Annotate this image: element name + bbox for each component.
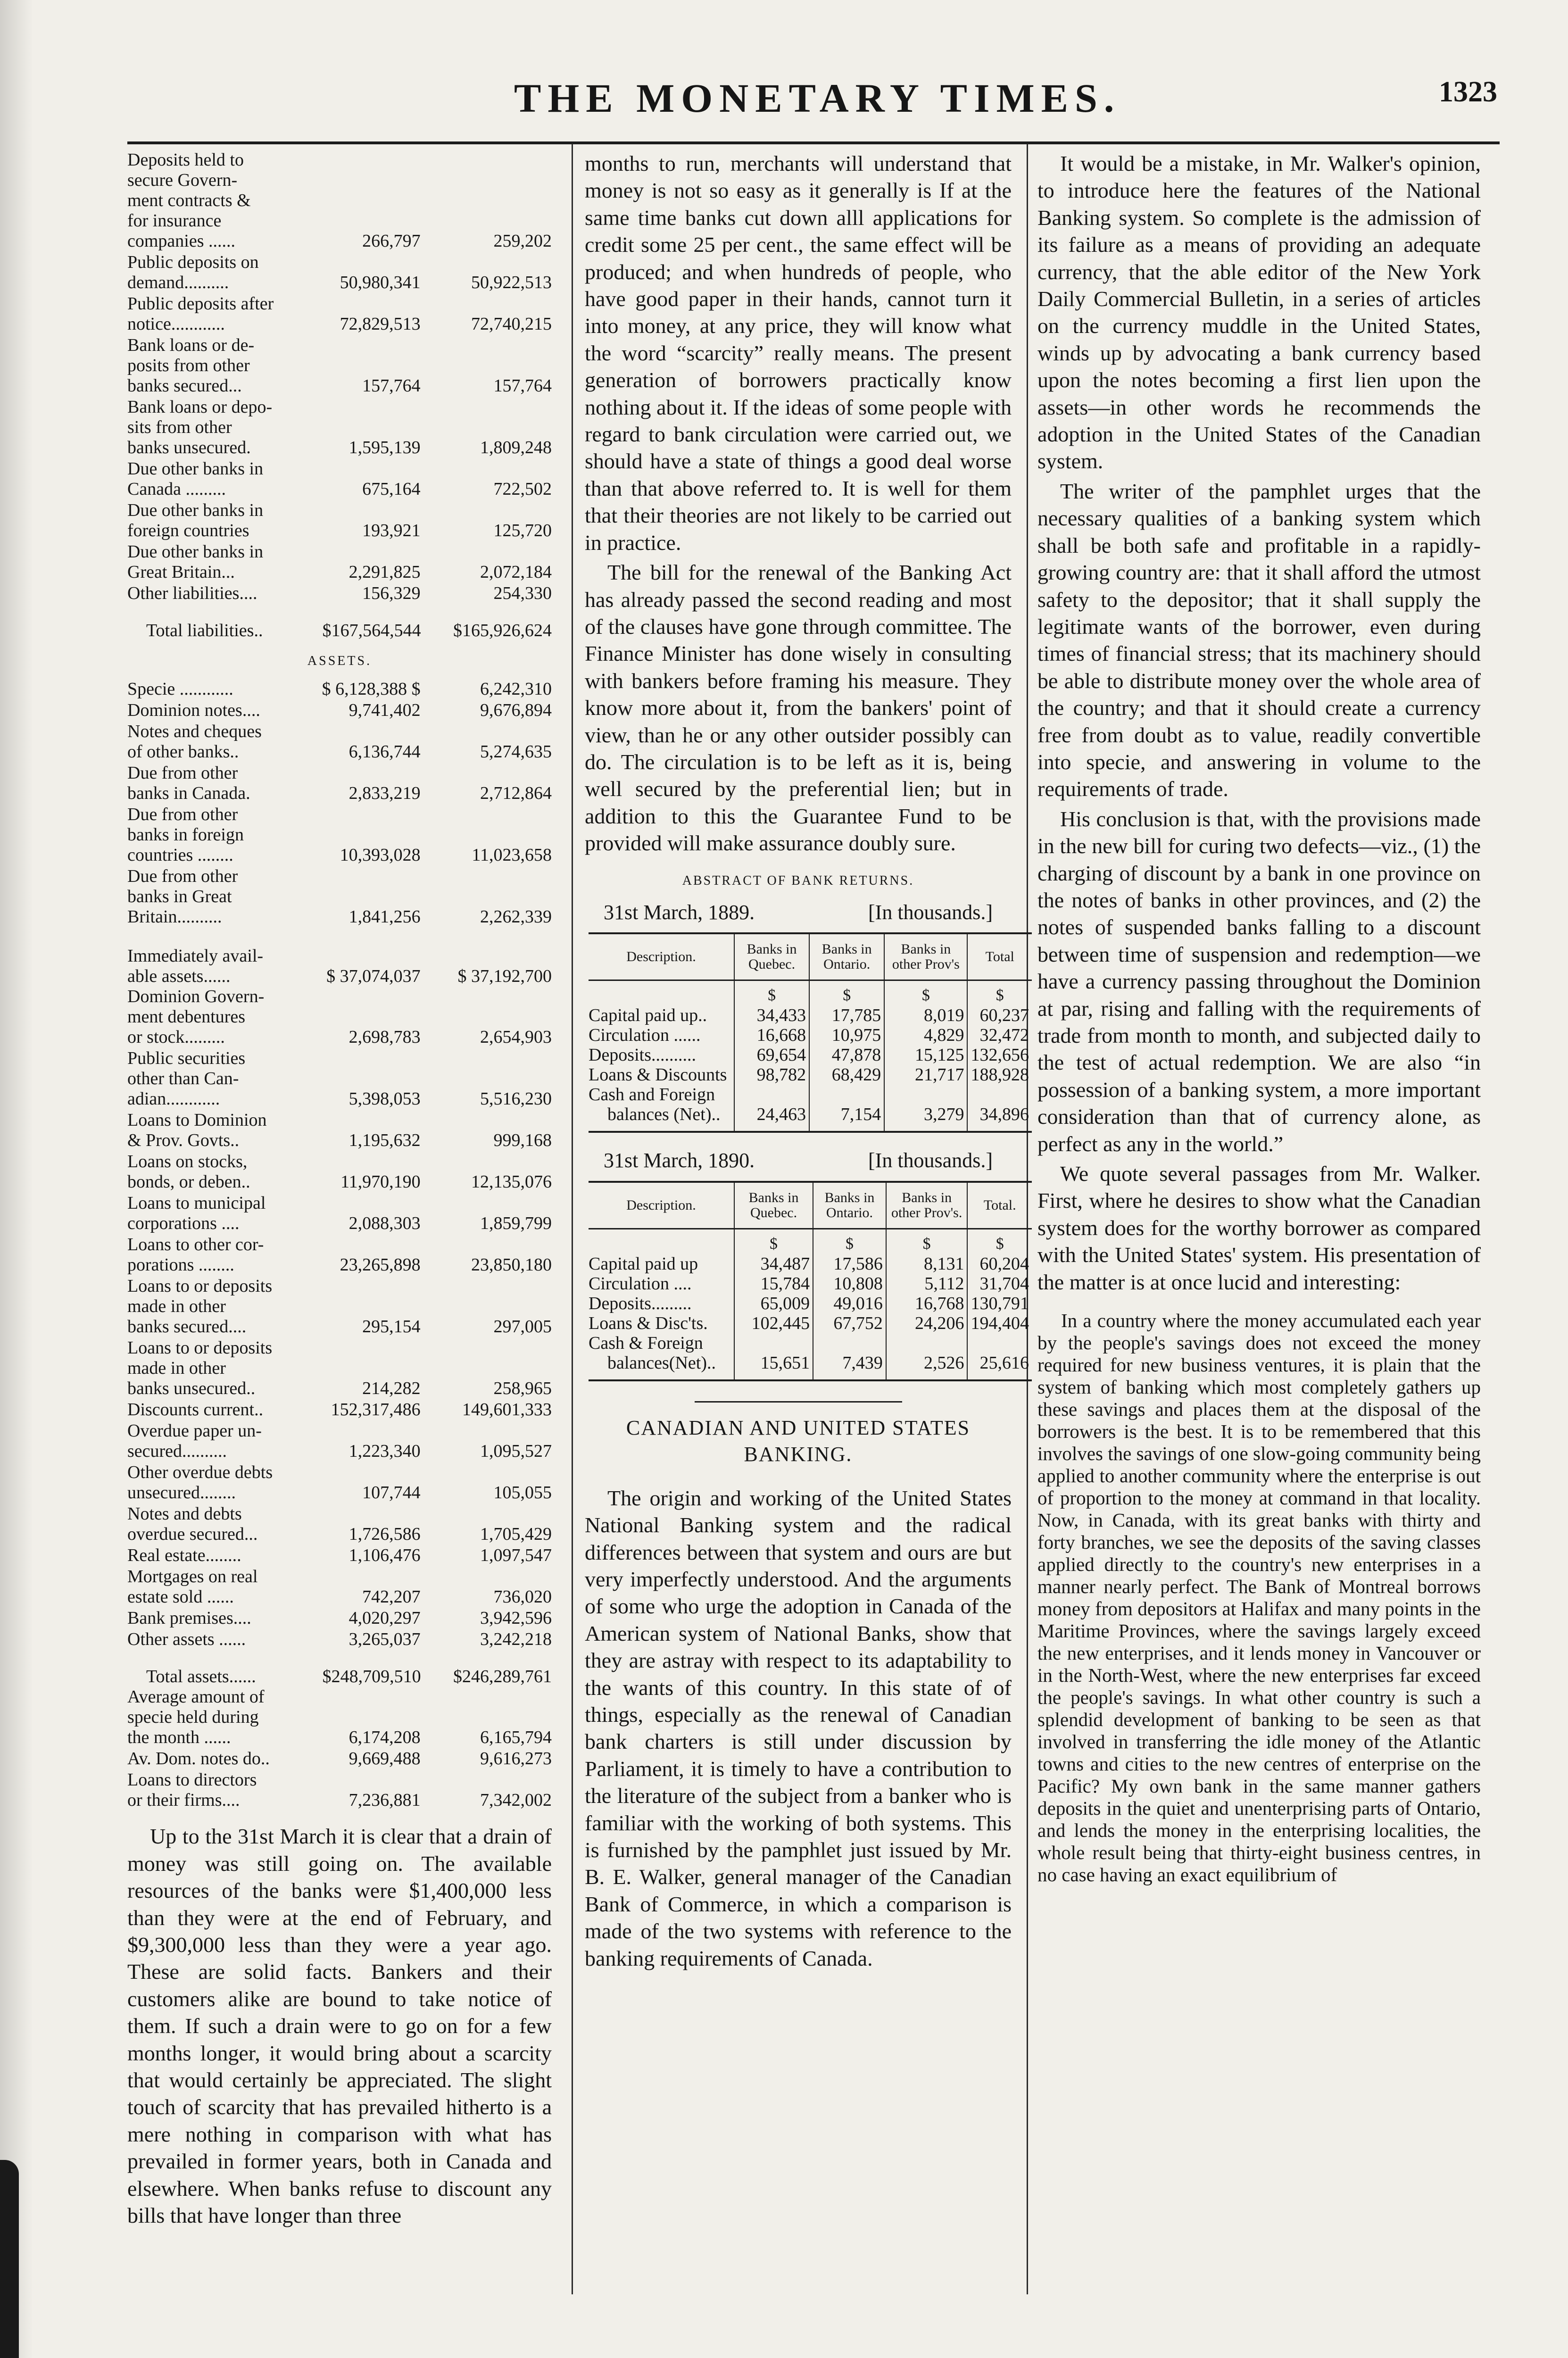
abstract-cell: 69,654 xyxy=(734,1045,809,1065)
abstract-cell xyxy=(734,1085,809,1104)
masthead xyxy=(0,57,1568,123)
abstract-cell: 24,463 xyxy=(734,1104,809,1132)
abstract-cell: 16,768 xyxy=(886,1294,968,1313)
header-rule xyxy=(127,141,1500,144)
statement-row-label: Dominion notes.... xyxy=(127,700,260,721)
memo-list xyxy=(127,1687,552,1810)
statement-row xyxy=(127,1504,552,1544)
statement-value-1890: 11,970,190 xyxy=(340,1172,421,1192)
statement-value-1890: 1,195,632 xyxy=(348,1130,421,1151)
statement-value-1890: 6,174,208 xyxy=(348,1727,421,1748)
statement-value-1889: 5,516,230 xyxy=(480,1089,552,1109)
statement-value-1890: 9,741,402 xyxy=(348,700,421,721)
statement-value-1889: 105,055 xyxy=(493,1483,552,1503)
currency-mark: $ xyxy=(734,980,809,1006)
column-1 xyxy=(127,150,552,2229)
statement-row xyxy=(127,1629,552,1650)
statement-row xyxy=(127,679,552,699)
section-rule xyxy=(695,1401,902,1403)
abstract-row-label: Capital paid up xyxy=(589,1254,698,1274)
abstract-row xyxy=(589,1333,1032,1353)
abstract-column-header: Banks in Ontario. xyxy=(813,1182,886,1229)
statement-value-1889: 7,342,002 xyxy=(480,1790,552,1810)
statement-row xyxy=(127,1276,552,1337)
statement-value-1889: 2,654,903 xyxy=(480,1027,552,1047)
abstract-row-label: Cash and Foreign xyxy=(589,1085,715,1105)
abstract-cell: 21,717 xyxy=(884,1065,967,1085)
statement-value-1889: 1,809,248 xyxy=(480,438,552,457)
statement-row xyxy=(127,1235,552,1275)
statement-value-1889: 259,202 xyxy=(493,231,552,251)
currency-mark: $ xyxy=(884,980,967,1006)
page-number: 1323 xyxy=(1439,76,1497,108)
article-paragraph-5: We quote several passages from Mr. Walker. First, where he desires to show what the Canadian system does for the worthy borrower as compared with the United States' system. His presentation of the matter is at once lucid and interesting: xyxy=(1037,1162,1481,1294)
abstract-cell: 188,928 xyxy=(967,1065,1032,1085)
statement-value-1890: 50,980,341 xyxy=(340,273,421,292)
liabilities-list xyxy=(127,150,552,604)
abstract-column-header: Description. xyxy=(589,933,734,980)
abstract-cell: 15,784 xyxy=(734,1274,813,1294)
statement-value-1890: 157,764 xyxy=(362,376,421,396)
abstract-cell: 60,237 xyxy=(967,1005,1032,1025)
article-paragraph-2: It would be a mistake, in Mr. Walker's opinion, to introduce here the features of the National Banking system. So complete is the admission of its failure as a means of providing an adequate currency, that the able editor of the New York Daily Commercial Bulletin, in a series of articles on the currency muddle in the United States, winds up by advocating a bank currency based upon the notes becoming a first lien upon the assets—in other words he recommends the adoption in the United States of the Canadian system. xyxy=(1037,151,1481,473)
abstract-row xyxy=(589,1353,1032,1380)
abstract-row-label: Deposits.......... xyxy=(589,1045,696,1065)
statement-value-1890: 2,698,783 xyxy=(348,1027,421,1047)
currency-mark: $ xyxy=(813,1229,886,1254)
article-paragraph-4: His conclusion is that, with the provisions made in the new bill for curing two defects—viz., (1) the charging of discount by a bank in one province on the notes of banks in other provinces, and (2) the notes of suspended banks falling to a discount between time of suspension and redemption—we have a currency passing throughout the Dominion at par, rising and falling with the requirements of trade from month to month, and subjected daily to the test of actual redemption. We are also “in possession of a banking system, a more important consideration than that of currency alone, as perfect as any in the world.” xyxy=(1037,806,1481,1156)
statement-value-1890: $ 6,128,388 $ xyxy=(322,679,421,699)
abstract-cell: 130,791 xyxy=(967,1294,1032,1313)
statement-value-1890: 4,020,297 xyxy=(348,1608,421,1628)
statement-value-1890: 1,223,340 xyxy=(348,1441,421,1461)
statement-value-1889: 258,965 xyxy=(493,1378,552,1399)
statement-value-1889: 50,922,513 xyxy=(471,273,552,292)
assets-list-b xyxy=(127,987,552,1650)
statement-row xyxy=(127,1400,552,1420)
statement-row xyxy=(127,294,552,334)
abstract-cell: 34,896 xyxy=(967,1104,1032,1132)
statement-value-1889: 297,005 xyxy=(493,1317,552,1337)
abstract-heading: ABSTRACT OF BANK RETURNS. xyxy=(682,873,914,888)
statement-row-label: Specie ............ xyxy=(127,679,233,699)
abstract-date: 31st March, 1890. xyxy=(604,1149,755,1172)
column-2-paragraph-2: The bill for the renewal of the Banking Act has already passed the second reading and most of the clauses have gone through committee. The Finance Minister has done wisely in consulting with bankers before framing his measure. They know more about it, from the bankers' point of view, than he or any other outsider possibly can do. The circulation is to be left as it is, being well secured by the preferential lien; but in addition to this the Guarantee Fund to be provided will make assurance doubly sure. xyxy=(585,560,1012,855)
abstract-cell: 102,445 xyxy=(734,1313,813,1333)
abstract-cell: 2,526 xyxy=(886,1353,968,1380)
statement-value-1889: 1,095,527 xyxy=(480,1441,552,1461)
statement-value-1889: 9,616,273 xyxy=(480,1749,552,1769)
statement-row xyxy=(127,700,552,721)
currency-mark: $ xyxy=(967,1229,1032,1254)
abstract-unit: [In thousands.] xyxy=(868,1149,993,1172)
abstract-row-label: Circulation ...... xyxy=(589,1025,701,1046)
abstract-row-label: Loans & Disc'ts. xyxy=(589,1313,708,1333)
statement-value-1890: 1,841,256 xyxy=(348,907,421,927)
statement-row xyxy=(127,335,552,396)
column-1-paragraph: Up to the 31st March it is clear that a drain of money was still going on. The available resources of the banks were $1,400,000 less than they were at the end of February, and $9,300,000 less than they were a year ago. These are solid facts. Bankers and their customers alike are bound to take notice of them. If such a drain were to go on for a few months longer, it would bring about a scarcity that would certainly be appreciated. The slight touch of scarcity that has prevailed hitherto is a mere nothing in comparison with what has prevailed in former years, both in Canada and elsewhere. When banks refuse to discount any bills that have longer than three xyxy=(127,1824,552,2228)
abstract-cell: 24,206 xyxy=(886,1313,968,1333)
statement-value-1890: 23,265,898 xyxy=(340,1255,421,1275)
article-paragraph-1: The origin and working of the United States National Banking system and the radical differences between that system and ours are but very imperfectly understood. And the arguments of some who urge the adoption in Canada of the American system of National Banks, show that they are astray with respect to its adaptability to the wants of this country. In this state of of things, especially as the renewal of Canadian bank charters is still under discussion by Parliament, it is timely to have a contribution to the literature of the subject from a banker who is familiar with the working of both systems. This is furnished by the pamphlet just issued by Mr. B. E. Walker, general manager of the Canadian Bank of Commerce, in which a comparison is made of the two systems with reference to the banking requirements of Canada. xyxy=(585,1486,1012,1970)
statement-value-1889: 9,676,894 xyxy=(480,700,552,721)
abstract-cell: 15,125 xyxy=(884,1045,967,1065)
abstract-row xyxy=(589,1065,1032,1085)
statement-value-1890: 107,744 xyxy=(362,1483,421,1503)
statement-value-1889: 11,023,658 xyxy=(472,845,552,865)
statement-value-1889: 6,242,310 xyxy=(480,679,552,699)
statement-row-label: Notes and cheques of other banks.. xyxy=(127,722,262,762)
statement-row xyxy=(127,987,552,1047)
abstract-cell: 15,651 xyxy=(734,1353,813,1380)
statement-row xyxy=(127,1608,552,1628)
statement-value-1889: 2,262,339 xyxy=(480,907,552,927)
assets-heading: ASSETS. xyxy=(307,654,372,668)
statement-value-1890: 1,726,586 xyxy=(348,1524,421,1544)
statement-row-label: Due other banks in foreign countries xyxy=(127,500,264,540)
statement-row-label: Due other banks in Great Britain... xyxy=(127,542,264,582)
abstract-cell: 47,878 xyxy=(809,1045,884,1065)
abstract-cell: 10,975 xyxy=(809,1025,884,1045)
statement-value-1889: 999,168 xyxy=(493,1130,552,1151)
statement-value-1890: 2,291,825 xyxy=(348,562,421,582)
abstract-row xyxy=(589,1085,1032,1104)
abstract-cell xyxy=(809,1085,884,1104)
abstract-cell: 132,656 xyxy=(967,1045,1032,1065)
statement-value-1890: 3,265,037 xyxy=(348,1629,421,1650)
abstract-row xyxy=(589,1025,1032,1045)
statement-row-label: Deposits held to secure Govern- ment contracts & for insurance companies ...... xyxy=(127,150,251,251)
abstract-cell: 4,829 xyxy=(884,1025,967,1045)
statement-row-label: Bank premises.... xyxy=(127,1608,251,1628)
statement-value-1890: 6,136,744 xyxy=(348,742,421,762)
statement-row xyxy=(127,397,552,458)
statement-value-1890: 72,829,513 xyxy=(340,314,421,334)
abstract-row xyxy=(589,1045,1032,1065)
statement-value-1890: 193,921 xyxy=(362,521,421,540)
abstract-cell: 10,808 xyxy=(813,1274,886,1294)
abstract-row xyxy=(589,1313,1032,1333)
abstract-column-header: Banks in other Prov's xyxy=(884,933,967,980)
abstract-table xyxy=(589,932,1032,1133)
abstract-date-row xyxy=(585,899,1012,926)
statement-value-1890: 1,106,476 xyxy=(348,1545,421,1566)
block-quote: In a country where the money accumulated each year by the people's savings does not exceed the money required for new business ventures, it is plain that the system of banking which most completely gathers up these savings and places them at the disposal of the borrowers is the best. It is to be remembered that this involves the savings of one slow-going community being applied to another community where the enterprise is out of proportion to the money at command in that locality. Now, in Canada, with its great banks with thirty and forty branches, we see the deposits of the saving classes applied directly to the country's new enterprises in a manner nearly perfect. The Bank of Montreal borrows money from depositors at Halifax and many points in the Maritime Provinces, where the savings largely exceed the new enterprises, and it lends money in Vancouver or in the North-West, where the new enterprises far exceed the people's savings. In what other country is such a splendid development of banking to be seen as that involved in transferring the idle money of the Atlantic towns and cities to the new centres of enterprise on the Pacific? My own bank in the same manner gathers deposits in the quiet and unenterprising parts of Ontario, and lends the money in the enterprising localities, the whole result being that thirty-eight business centres, in no case having an exact equilibrium of xyxy=(1037,1310,1481,1886)
statement-row xyxy=(127,1152,552,1192)
abstract-cell: 98,782 xyxy=(734,1065,809,1085)
abstract-row xyxy=(589,1104,1032,1132)
statement-value-1890: 266,797 xyxy=(362,231,421,251)
statement-row xyxy=(127,722,552,762)
column-3 xyxy=(1037,150,1481,1886)
abstract-row-label: Capital paid up.. xyxy=(589,1005,707,1026)
abstract-date: 31st March, 1889. xyxy=(604,900,755,924)
statement-value-1889: 1,859,799 xyxy=(480,1213,552,1234)
statement-value-1890: 152,317,486 xyxy=(331,1400,421,1420)
statement-value-1890: 295,154 xyxy=(362,1317,421,1337)
statement-row-label: Public deposits after notice............ xyxy=(127,294,274,334)
statement-value-1890: 5,398,053 xyxy=(348,1089,421,1109)
statement-row-label: Other overdue debts unsecured........ xyxy=(127,1462,273,1503)
statement-row xyxy=(127,1749,552,1769)
statement-row-label: Other liabilities.... xyxy=(127,583,257,603)
page-edge-shadow xyxy=(0,0,33,2358)
abstract-cell: 8,131 xyxy=(886,1254,968,1274)
abstract-cell: 32,472 xyxy=(967,1025,1032,1045)
abstract-cell: 8,019 xyxy=(884,1005,967,1025)
statement-row xyxy=(127,1421,552,1461)
abstract-cell: 65,009 xyxy=(734,1294,813,1313)
statement-value-1890: 10,393,028 xyxy=(340,845,421,865)
statement-value-1889: 1,097,547 xyxy=(480,1545,552,1566)
statement-row-label: Loans on stocks, bonds, or deben.. xyxy=(127,1152,250,1192)
statement-value-1890: 7,236,881 xyxy=(348,1790,421,1810)
abstract-cell xyxy=(734,1333,813,1353)
statement-row-label: Loans to or deposits made in other banks unsecured.. xyxy=(127,1338,273,1399)
statement-row-label: Av. Dom. notes do.. xyxy=(127,1749,270,1769)
abstract-cell: 3,279 xyxy=(884,1104,967,1132)
statement-row xyxy=(127,1545,552,1566)
abstract-column-header: Banks in Quebec. xyxy=(734,1182,813,1229)
abstract-cell: 34,433 xyxy=(734,1005,809,1025)
statement-value-1889: 125,720 xyxy=(493,521,552,540)
abstract-cell: 25,616 xyxy=(967,1353,1032,1380)
statement-row xyxy=(127,1462,552,1503)
statement-value-1889: 3,242,218 xyxy=(480,1629,552,1650)
statement-row-label: Loans to municipal corporations .... xyxy=(127,1193,266,1234)
statement-row-label: Loans to or deposits made in other banks secured.... xyxy=(127,1276,273,1337)
abstract-unit: [In thousands.] xyxy=(868,900,993,924)
abstract-cell: 5,112 xyxy=(886,1274,968,1294)
statement-row xyxy=(127,1110,552,1151)
statement-row-label: Dominion Govern- ment debentures or stock......... xyxy=(127,987,265,1047)
statement-row-label: Due other banks in Canada ......... xyxy=(127,459,264,499)
abstract-row xyxy=(589,1294,1032,1313)
statement-row xyxy=(127,1048,552,1109)
statement-value-1889: 6,165,794 xyxy=(480,1727,552,1748)
abstract-cell xyxy=(813,1333,886,1353)
abstract-cell: 67,752 xyxy=(813,1313,886,1333)
abstract-column-header: Total. xyxy=(967,1182,1032,1229)
statement-value-1889: 2,712,864 xyxy=(480,783,552,804)
statement-row xyxy=(127,1193,552,1234)
article-paragraph-3: The writer of the pamphlet urges that the necessary qualities of a banking system which shall be both safe and profitable in a rapidly-growing country are: that it shall afford the utmost safety to the depositor; that it shall supply the legitimate wants of the borrower, even during times of financial stress; that its machinery should be able to distribute money over the whole area of the country; and that it should create a currency free from doubt as to value, readily convertible into specie, and answering in volume to the requirements of trade. xyxy=(1037,479,1481,801)
statement-value-1890: 214,282 xyxy=(362,1378,421,1399)
abstract-cell: 7,154 xyxy=(809,1104,884,1132)
abstract-column-header: Total xyxy=(967,933,1032,980)
abstract-row-label: balances (Net).. xyxy=(589,1104,734,1132)
statement-row-label: Bank loans or de- posits from other banks secured... xyxy=(127,335,255,396)
statement-value-1890: 742,207 xyxy=(362,1587,421,1607)
abstract-cell: 194,404 xyxy=(967,1313,1032,1333)
statement-value-1890: 2,088,303 xyxy=(348,1213,421,1234)
statement-value-1889: 722,502 xyxy=(493,479,552,499)
statement-row-label: Loans to directors or their firms.... xyxy=(127,1770,257,1810)
statement-row-label: Other assets ...... xyxy=(127,1629,246,1650)
currency-mark: $ xyxy=(809,980,884,1006)
statement-row xyxy=(127,500,552,541)
statement-value-1890: 2,833,219 xyxy=(348,783,421,804)
abstract-column-header: Banks in Ontario. xyxy=(809,933,884,980)
statement-value-1889: 1,705,429 xyxy=(480,1524,552,1544)
total-liabilities-row: Total liabilities.. $167,564,544 $165,926,624 xyxy=(146,621,552,640)
column-2-paragraph-1: months to run, merchants will understand that money is not so easy as it generally is If at the same time banks cut down alll applications for credit some 25 per cent., the same effect will be produced; and when hundreds of people, who have good paper in their hands, cannot turn it into money, at any price, they will know what the word “scarcity” really means. The present generation of borrowers practically know nothing about it. If the ideas of some people with regard to bank circulation were carried out, we should have a state of things a good deal worse than that above referred to. It is well for them that their theories are not likely to be carried out in practice. xyxy=(585,151,1012,555)
binding-mark xyxy=(0,2160,19,2358)
statement-row-label: Overdue paper un- secured.......... xyxy=(127,1421,262,1461)
abstract-column-header: Banks in Quebec. xyxy=(734,933,809,980)
abstract-row xyxy=(589,1274,1032,1294)
abstract-column-header: Banks in other Prov's. xyxy=(886,1182,968,1229)
statement-row-label: Bank loans or depo- sits from other banks unsecured. xyxy=(127,397,273,457)
statement-row-label: Loans to Dominion & Prov. Govts.. xyxy=(127,1110,267,1151)
assets-list-a xyxy=(127,679,552,927)
statement-row xyxy=(127,150,552,251)
statement-row-label: Notes and debts overdue secured... xyxy=(127,1504,258,1544)
statement-value-1889: 23,850,180 xyxy=(471,1255,552,1275)
abstract-column-header: Description. xyxy=(589,1182,734,1229)
statement-row xyxy=(127,1687,552,1748)
article-heading: CANADIAN AND UNITED STATES BANKING. xyxy=(626,1416,971,1466)
abstract-cell: 7,439 xyxy=(813,1353,886,1380)
abstract-table xyxy=(589,1181,1032,1381)
statement-row xyxy=(127,542,552,582)
publication-title: THE MONETARY TIMES. xyxy=(514,75,1121,121)
abstract-row xyxy=(589,1254,1032,1274)
abstract-cell xyxy=(886,1333,968,1353)
abstract-cell: 16,668 xyxy=(734,1025,809,1045)
abstract-cell: 60,204 xyxy=(967,1254,1032,1274)
immediately-available-row: Immediately avail- able assets...... $ 37,074,037 $ 37,192,700 xyxy=(127,946,552,987)
statement-row-label: Average amount of specie held during the month ...... xyxy=(127,1687,265,1748)
statement-row-label: Loans to other cor- porations ........ xyxy=(127,1235,264,1275)
statement-value-1890: 156,329 xyxy=(362,583,421,603)
currency-mark: $ xyxy=(886,1229,968,1254)
statement-value-1889: 157,764 xyxy=(493,376,552,396)
statement-row-label: Due from other banks in Canada. xyxy=(127,763,250,804)
statement-value-1890: 675,164 xyxy=(362,479,421,499)
statement-value-1889: 254,330 xyxy=(493,583,552,603)
column-rule-1 xyxy=(572,144,573,2294)
statement-row xyxy=(127,805,552,865)
abstract-row-label: Circulation .... xyxy=(589,1273,692,1294)
abstract-cell: 49,016 xyxy=(813,1294,886,1313)
statement-row xyxy=(127,1338,552,1399)
statement-row-label: Discounts current.. xyxy=(127,1400,264,1420)
abstract-cell: 68,429 xyxy=(809,1065,884,1085)
abstract-tables xyxy=(585,899,1029,1381)
statement-row xyxy=(127,252,552,293)
abstract-date-row xyxy=(585,1147,1012,1174)
abstract-row-label: balances(Net).. xyxy=(589,1353,734,1380)
abstract-row-label: Deposits......... xyxy=(589,1293,692,1313)
abstract-cell: 31,704 xyxy=(967,1274,1032,1294)
column-2 xyxy=(585,150,1029,1972)
statement-row xyxy=(127,1770,552,1810)
statement-row-label: Mortgages on real estate sold ...... xyxy=(127,1567,258,1607)
abstract-cell: 17,785 xyxy=(809,1005,884,1025)
statement-value-1889: 5,274,635 xyxy=(480,742,552,762)
statement-row xyxy=(127,583,552,604)
abstract-row-label: Cash & Foreign xyxy=(589,1333,703,1353)
statement-row-label: Due from other banks in Great Britain.......... xyxy=(127,866,238,927)
statement-value-1889: 149,601,333 xyxy=(462,1400,552,1420)
abstract-row-label: Loans & Discounts xyxy=(589,1065,727,1085)
statement-row xyxy=(127,459,552,499)
statement-value-1889: 2,072,184 xyxy=(480,562,552,582)
statement-value-1889: 736,020 xyxy=(493,1587,552,1607)
statement-row xyxy=(127,866,552,927)
abstract-cell: 17,586 xyxy=(813,1254,886,1274)
currency-mark: $ xyxy=(967,980,1032,1006)
total-assets-row: Total assets...... $248,709,510 $246,289,761 xyxy=(146,1667,552,1687)
statement-row-label: Due from other banks in foreign countries ........ xyxy=(127,805,244,865)
statement-row xyxy=(127,1567,552,1607)
statement-value-1890: 9,669,488 xyxy=(348,1749,421,1769)
abstract-cell: 34,487 xyxy=(734,1254,813,1274)
abstract-cell xyxy=(967,1333,1032,1353)
statement-value-1889: 3,942,596 xyxy=(480,1608,552,1628)
statement-value-1889: 12,135,076 xyxy=(471,1172,552,1192)
statement-row-label: Public deposits on demand.......... xyxy=(127,252,259,292)
statement-value-1889: 72,740,215 xyxy=(471,314,552,334)
statement-row-label: Public securities other than Can- adian............ xyxy=(127,1048,246,1109)
statement-row-label: Real estate........ xyxy=(127,1545,241,1566)
abstract-row xyxy=(589,1005,1032,1025)
statement-row xyxy=(127,763,552,804)
currency-mark: $ xyxy=(734,1229,813,1254)
abstract-cell xyxy=(967,1085,1032,1104)
statement-value-1890: 1,595,139 xyxy=(348,438,421,457)
abstract-cell xyxy=(884,1085,967,1104)
